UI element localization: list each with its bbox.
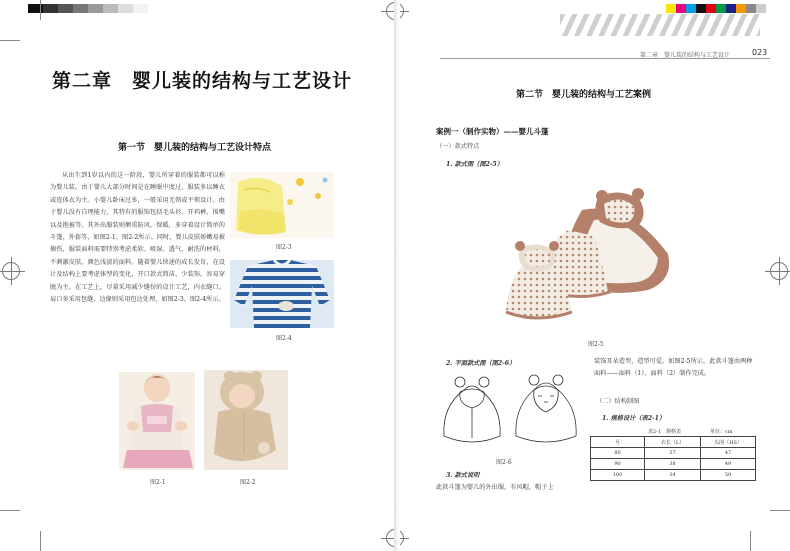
table-cell: 38 [645,459,701,470]
book-spine-shadow [396,0,400,551]
table-cell: 34 [645,470,701,481]
flat-sketch-figure-2-6 [434,372,584,456]
table-row [591,459,756,470]
item-style-description: 3. 款式说明 [446,472,480,479]
caption-figure-2-4: 图2-4 [276,335,292,342]
table-cell: 37 [645,448,701,459]
table-cell: 49 [701,459,756,470]
table-row [591,470,756,481]
spec-table [590,436,756,481]
page-number: 023 [752,48,768,57]
table-header-cell: 号 [591,437,645,448]
caption-figure-2-3: 图2-3 [276,244,292,251]
crop-mark [750,531,751,551]
photo-figure-2-2 [204,370,288,470]
caption-figure-2-2: 图2-2 [240,479,256,486]
table-cell: 80 [591,448,645,459]
caption-figure-2-1: 图2-1 [150,479,166,486]
table-header-cell: 头围（HS） [701,437,756,448]
registration-mark [2,262,20,280]
decorative-stripe-band [560,14,760,36]
item-style-drawing: 1. 款式图（图2-5） [446,161,503,168]
photo-figure-2-1 [119,372,195,470]
running-header: 第二章 婴儿装的结构与工艺设计 [640,52,731,59]
item-spec-design: 1. 规格设计（表2-1） [602,415,666,422]
table-row [591,448,756,459]
grayscale-calibration-bar [28,4,148,13]
subheading-style-features: （一）款式特点 [436,143,480,150]
table-header-cell: 衣长（L） [645,437,701,448]
table-cell: 100 [591,470,645,481]
table-cell: 50 [701,470,756,481]
item-flat-drawing: 2. 平面款式图（图2-6） [446,360,516,367]
photo-figure-2-4 [230,260,334,328]
crop-mark [770,510,790,511]
crop-mark [40,0,41,20]
table-cell: 90 [591,459,645,470]
crop-mark [0,510,20,511]
table-title: 表2-1 规格表 [648,429,682,435]
photo-figure-2-5 [498,180,676,328]
crop-mark [0,40,20,41]
subheading-structure-drafting: （二）结构制图 [596,398,640,405]
color-calibration-bar [666,4,766,13]
table-cell: 47 [701,448,756,459]
section-title-2: 第二节 婴儿装的结构与工艺案例 [516,90,652,100]
crop-mark [40,531,41,551]
example-title: 案例一（制作实物）——婴儿斗篷 [436,127,549,136]
table-unit: 单位：cm [710,429,733,435]
chapter-title: 第二章 婴儿装的结构与工艺设计 [52,70,353,92]
body-paragraph: 从出生到1岁以内的这一阶段，婴儿所穿着的服装都可以称为婴儿装。由于婴儿大部分时间是在睡眠中度过，服装多以睡衣或连体衣为主。小婴儿卧床过多，一般采用无领或平领设计。由于婴儿没有自理能力，其特有的服饰包括毛头衫、开裆裤、围嘴以及抱被等。其外出服装则侧重防风、保暖，多穿着设计简单的斗篷、外套等，如图2-1、图2-2所示。同时，婴儿皮肤娇嫩易被擦伤，服装面料需要特别考虑柔软、吸湿、透气、耐洗的材料，不刺激皮肤，颜色浅淡的面料。随着婴儿快速的成长发育，在设计及结构上要考虑体型的变化，开口款式简洁、少装饰，容易穿脱为主。在工艺上，尽量采用减少缝份的设计工艺，内衣缝口、肩口多采用包缝，边缘则采用包边处理，如图2-3、图2-4所示。 [50,172,225,304]
registration-mark [770,262,788,280]
style-description-continued: 装饰耳朵造型，造型可爱。如图2-5所示，此款斗篷由两种面料——面料（1）、面料（2）制作完成。 [594,358,753,377]
caption-figure-2-6: 图2-6 [496,459,512,466]
caption-figure-2-5: 图2-5 [588,341,604,348]
photo-figure-2-3 [230,172,334,238]
table-header-row [591,437,756,448]
style-description-text: 此款斗篷为婴儿的外出服，有风帽，帽子上 [436,484,554,491]
section-title-1: 第一节 婴儿装的结构与工艺设计特点 [118,143,272,153]
